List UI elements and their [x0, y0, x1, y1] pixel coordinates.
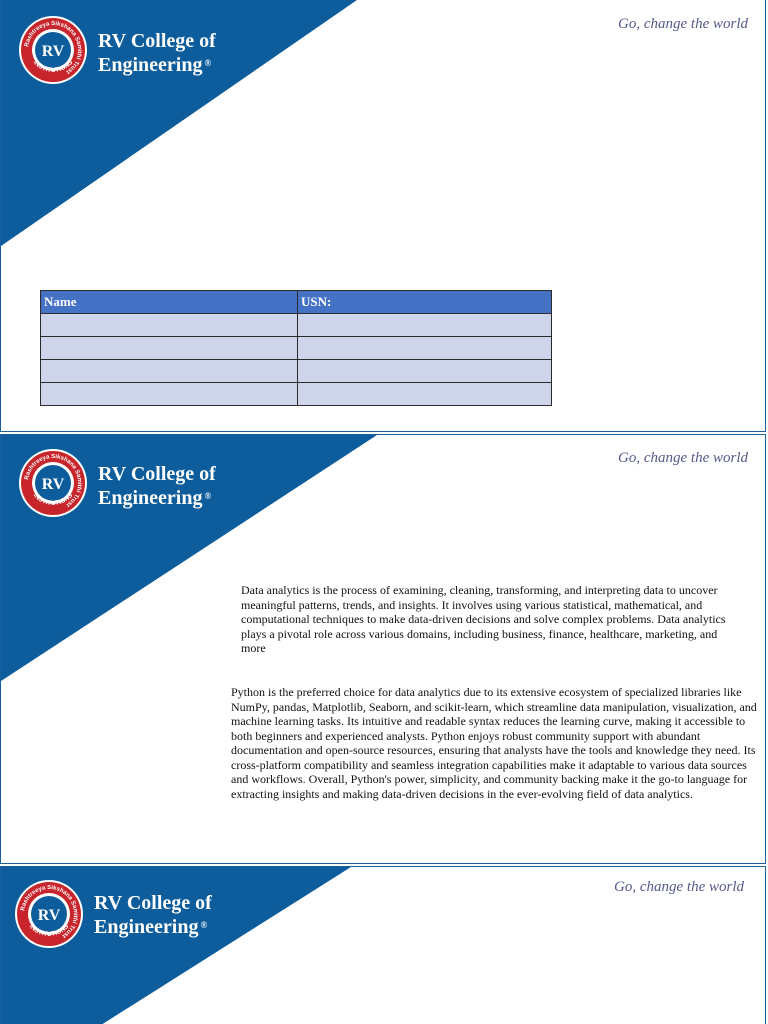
college-name: RV College of Engineering ®	[98, 463, 216, 509]
table-row	[41, 383, 552, 406]
rv-logo-icon	[13, 878, 85, 950]
table-row	[41, 360, 552, 383]
column-header-usn: USN:	[298, 291, 552, 314]
name-cell	[41, 360, 298, 383]
usn-cell	[298, 360, 552, 383]
tagline: Go, change the world	[614, 879, 744, 895]
slide-title	[0, 0, 766, 432]
name-cell	[41, 337, 298, 360]
name-cell	[41, 314, 298, 337]
usn-cell	[298, 337, 552, 360]
table-header-row	[41, 291, 552, 314]
rv-logo-icon	[17, 447, 89, 519]
rv-logo-icon	[17, 14, 89, 86]
tagline: Go, change the world	[618, 450, 748, 466]
tagline: Go, change the world	[618, 16, 748, 32]
column-header-name: Name	[41, 291, 298, 314]
usn-cell	[298, 314, 552, 337]
name-usn-table	[40, 290, 552, 406]
table-row	[41, 314, 552, 337]
data-analytics-paragraph: Data analytics is the process of examining, cleaning, transforming, and interpreting data to uncover meaningful patterns, trends, and insights. It involves using various statistical, mathematical, and computational techniques to make data-driven decisions and solve complex problems. Data analytics plays a pivotal role across various domains, including business, finance, healthcare, marketing, and more	[241, 583, 726, 655]
college-name: RV College of Engineering ®	[94, 892, 212, 938]
name-cell	[41, 383, 298, 406]
table-row	[41, 337, 552, 360]
usn-cell	[298, 383, 552, 406]
slide-content	[0, 434, 766, 864]
python-paragraph: Python is the preferred choice for data analytics due to its extensive ecosystem of specialized libraries like NumPy, pandas, Matplotlib, Seaborn, and scikit-learn, which streamline data manipulation, visualization, and machine learning tasks. Its intuitive and readable syntax reduces the learning curve, making it accessible to both beginners and experienced analysts. Python enjoys robust community support with abundant documentation and open-source resources, ensuring that analysts have the tools and knowledge they need. Its cross-platform compatibility and seamless integration capabilities make it adaptable to various data sources and workflows. Overall, Python's power, simplicity, and community backing make it the go-to language for extracting insights and making data-driven decisions in the ever-evolving field of data analytics.	[231, 685, 757, 801]
college-name: RV College of Engineering ®	[98, 30, 216, 76]
slide-next	[0, 866, 766, 1024]
